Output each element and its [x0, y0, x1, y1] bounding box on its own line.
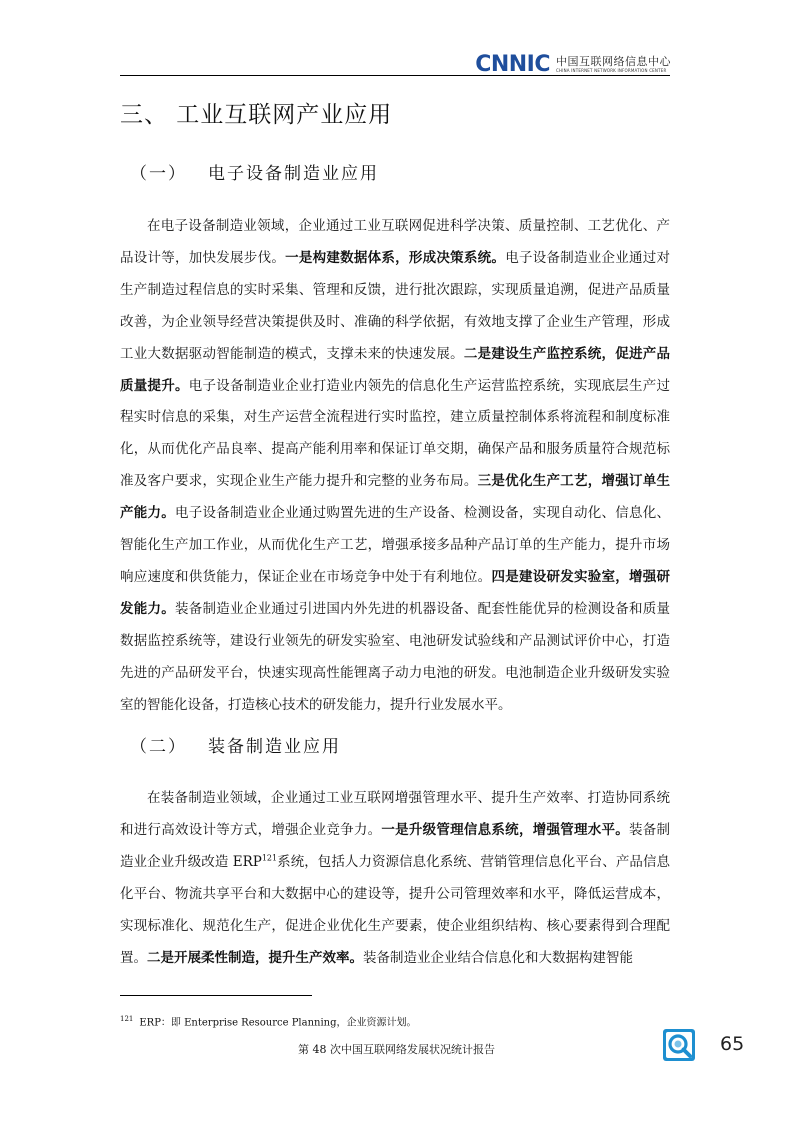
org-name-en: CHINA INTERNET NETWORK INFORMATION CENTER — [556, 68, 667, 73]
subsection-label-2: 装备制造业应用 — [208, 737, 341, 757]
subsection-title-1 — [130, 159, 379, 184]
bold-phrase: 一是升级管理信息系统，增强管理水平。 — [381, 821, 629, 838]
text-run: 装备制造业企业升级改造 ERP — [120, 821, 671, 870]
text-run: 电子设备制造业企业通过对生产制造过程信息的实时采集、管理和反馈，进行批次跟踪，实现质量追溯，促进产品质量改善，为企业领导经营决策提供及时、准确的科学依据，有效地支撑了企业生产管理，形成工业大数据驱动智能制造的模式，支撑未来的快速发展。 — [120, 249, 671, 362]
footer-report-title: 第 48 次中国互联网络发展状况统计报告 — [298, 1043, 495, 1056]
section-title: 三、 工业互联网产业应用 — [120, 102, 393, 128]
subsection-label-1: 电子设备制造业应用 — [208, 164, 379, 184]
footnote — [120, 1012, 417, 1030]
footnote-text: ERP：即 Enterprise Resource Planning，企业资源计划。 — [139, 1017, 417, 1029]
bold-phrase: 二是开展柔性制造，提升生产效率。 — [147, 949, 363, 966]
cnnic-logo: CNNIC — [475, 52, 550, 77]
bold-phrase: 三是优化生产工艺，增强订单生产能力。 — [120, 473, 671, 522]
bold-phrase: 一是构建数据体系，形成决策系统。 — [285, 249, 506, 266]
org-name-block — [556, 55, 671, 74]
text-run: 装备制造业企业通过引进国内外先进的机器设备、配套性能优异的检测设备和质量数据监控系统等，建设行业领先的研发实验室、电池研发试验线和产品测试评价中心，打造先进的产品研发平台，快速实现高性能锂离子动力电池的研发。电池制造企业升级研发实验室的智能化设备，打造核心技术的研发能力，提升行业发展水平。 — [120, 600, 671, 713]
subsection-number-2: （二） — [130, 737, 187, 757]
subsection-title-2 — [130, 732, 341, 757]
footnote-ref: 121 — [261, 853, 278, 863]
text-run: 在装备制造业领域，企业通过工业互联网增强管理水平、提升生产效率、打造协同系统和进行高效设计等方式，增强企业竞争力。 — [120, 790, 670, 838]
page-number: 65 — [720, 1033, 745, 1055]
text-run: 电子设备制造业企业打造业内领先的信息化生产运营监控系统，实现底层生产过程实时信息的采集，对生产运营全流程进行实时监控，建立质量控制体系将流程和制度标准化，从而优化产品良率、提高产能利用率和保证订单交期，确保产品和服务质量符合规范标准及客户要求，实现企业生产能力提升和完整的业务布局。 — [120, 377, 671, 490]
footnote-number: 121 — [120, 1015, 134, 1023]
subsection-number-1: （一） — [130, 164, 187, 184]
text-run: 系统，包括人力资源信息化系统、营销管理信息化平台、产品信息化平台、物流共享平台和大数据中心的建设等，提升公司管理效率和水平，降低运营成本，实现标准化、规范化生产，促进企业优化生产要素，使企业组织结构、核心要素得到合理配置。 — [120, 853, 670, 966]
header-rule — [120, 75, 670, 76]
text-run: 在电子设备制造业领域，企业通过工业互联网促进科学决策、质量控制、工艺优化、产品设计等，加快发展步伐。 — [120, 218, 670, 266]
magnifier-logo-icon — [662, 1028, 696, 1062]
header-logo — [475, 52, 671, 77]
bold-phrase: 二是建设生产监控系统，促进产品质量提升。 — [120, 345, 671, 394]
text-run: 装备制造业企业结合信息化和大数据构建智能 — [363, 949, 633, 966]
body-paragraph-1 — [120, 211, 670, 722]
bold-phrase: 四是建设研发实验室，增强研发能力。 — [120, 568, 671, 617]
org-name-cn: 中国互联网络信息中心 — [556, 55, 671, 68]
body-paragraph-2 — [120, 783, 670, 974]
text-run: 电子设备制造业企业通过购置先进的生产设备、检测设备，实现自动化、信息化、智能化生产加工作业，从而优化生产工艺，增强承接多品种产品订单的生产能力，提升市场响应速度和供货能力，保证企业在市场竞争中处于有利地位。 — [120, 505, 671, 585]
footnote-rule — [120, 995, 312, 996]
